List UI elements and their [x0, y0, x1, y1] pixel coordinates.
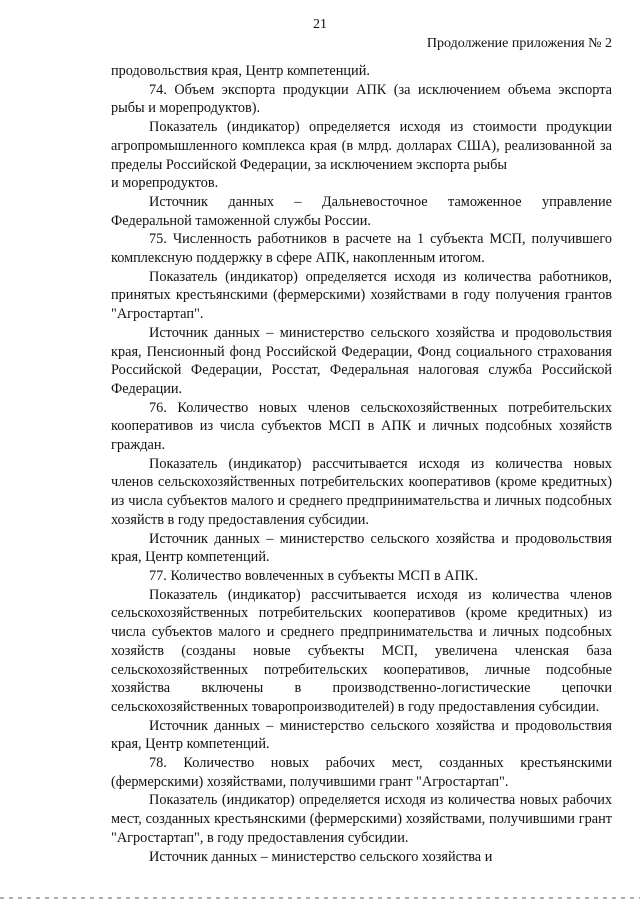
paragraph: 78. Количество новых рабочих мест, созданных крестьянскими (фермерскими) хозяйствами, получившими грант "Агростартап".	[111, 755, 612, 790]
paragraph: 77. Количество вовлеченных в субъекты МСП в АПК.	[149, 567, 479, 584]
paragraph: Источник данных – министерство сельского хозяйства и продовольствия края, Пенсионный фонд Российской Федерации, Фонд социального страхования Российской Федерации, Росстат, Федеральная налоговая служба Российской Федерации.	[111, 324, 612, 397]
scan-artifact-line	[0, 897, 640, 899]
paragraph: Показатель (индикатор) определяется исходя из количества новых рабочих мест, созданных крестьянскими (фермерскими) хозяйствами, получившими грант "Агростартап", в году предоставления субсидии.	[111, 792, 612, 846]
paragraph: 74. Объем экспорта продукции АПК (за исключением объема экспорта рыбы и морепродуктов).	[111, 81, 612, 117]
paragraph: и морепродуктов.	[111, 175, 219, 192]
paragraph: Показатель (индикатор) рассчитывается исходя из количества новых членов сельскохозяйственных потребительских кооперативов (кроме кредитных) из числа субъектов малого и среднего предпринимательства и личных подсобных хозяйств в году предоставления субсидии.	[111, 455, 612, 528]
appendix-note: Продолжение приложения № 2	[426, 36, 612, 51]
paragraph: Показатель (индикатор) определяется исходя из стоимости продукции агропромышленного комплекса края (в млрд. долларах США), реализованной за пределы Российской Федерации, за исключением экспорта рыбы	[111, 119, 612, 173]
paragraph: Показатель (индикатор) определяется исходя из количества работников, принятых крестьянскими (фермерскими) хозяйствами в году получения грантов "Агростартап".	[111, 268, 612, 323]
document-body	[111, 62, 612, 866]
paragraph: Источник данных – министерство сельского хозяйства и продовольствия края, Центр компетенций.	[111, 530, 612, 566]
paragraph: Показатель (индикатор) рассчитывается исходя из количества членов сельскохозяйственных потребительских кооперативов (кроме кредитных) из числа субъектов малого и среднего предпринимательства и личных подсобных хозяйств (созданы новые субъекты МСП, увеличена членская база сельскохозяйственных потребительских кооперативов, личные подсобные хозяйства включены в производственно-логистические цепочки сельскохозяйственных товаропроизводителей) в году предоставления субсидии.	[111, 586, 612, 715]
paragraph: Источник данных – Дальневосточное таможенное управление Федеральной таможенной службы России.	[111, 193, 612, 229]
paragraph: продовольствия края, Центр компетенций.	[111, 63, 370, 79]
paragraph: Источник данных – министерство сельского хозяйства и	[149, 848, 493, 865]
page-number: 21	[313, 17, 327, 32]
paragraph: 76. Количество новых членов сельскохозяйственных потребительских кооперативов из числа субъектов МСП в АПК и личных подсобных хозяйств граждан.	[111, 399, 612, 454]
paragraph: Источник данных – министерство сельского хозяйства и продовольствия края, Центр компетенций.	[111, 717, 612, 753]
paragraph: 75. Численность работников в расчете на 1 субъекта МСП, получившего комплексную поддержку в сфере АПК, накопленным итогом.	[111, 231, 612, 267]
